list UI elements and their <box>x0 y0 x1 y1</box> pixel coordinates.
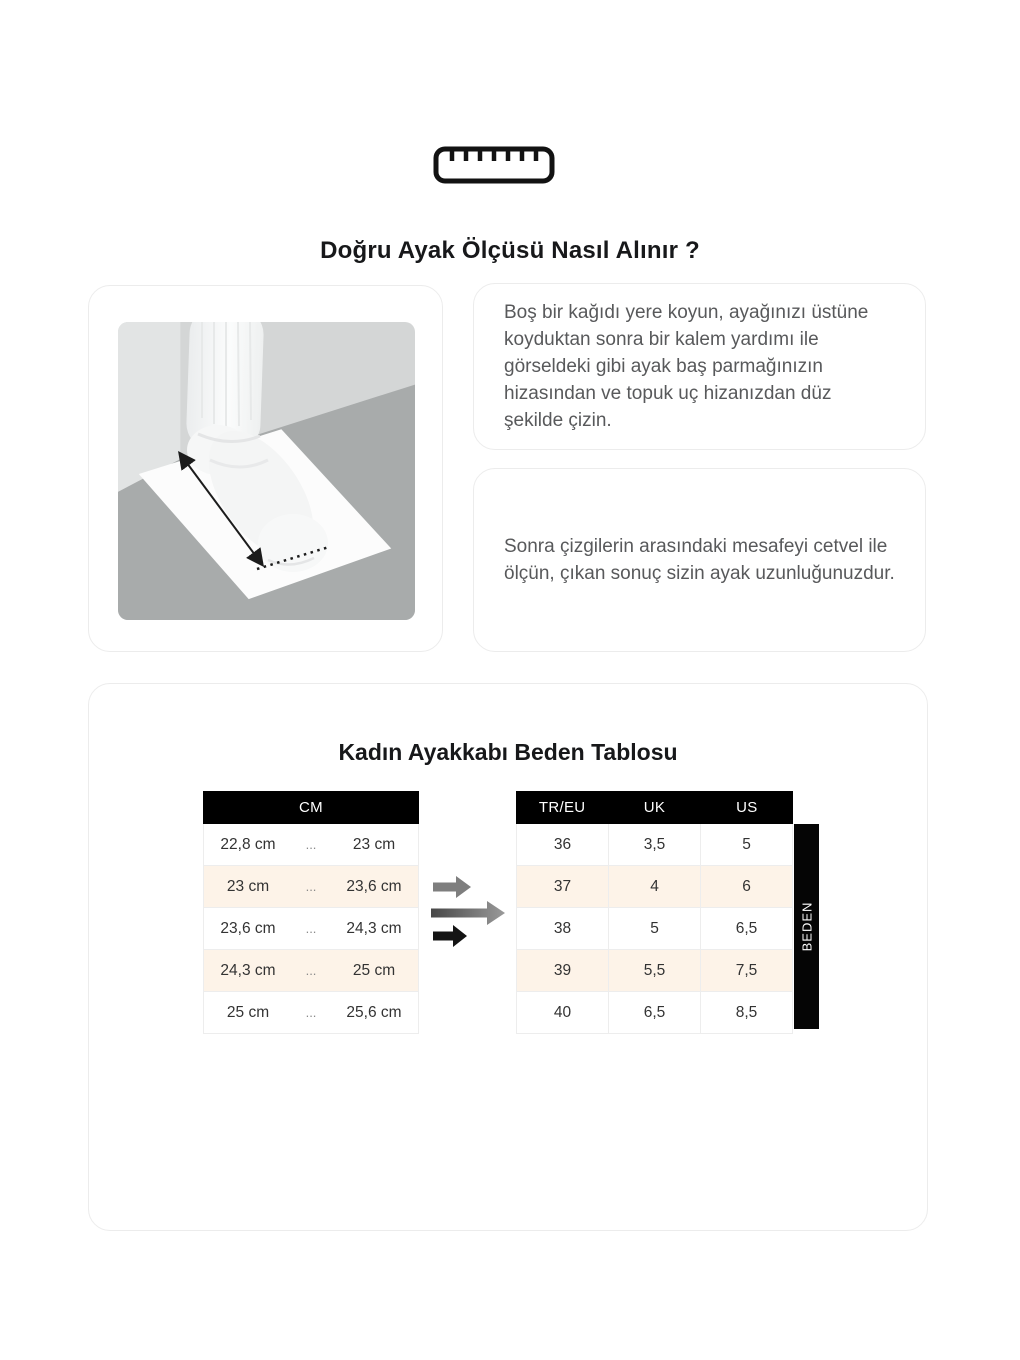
size-uk: 3,5 <box>609 824 701 865</box>
cm-max: 24,3 cm <box>346 919 402 937</box>
size-uk: 6,5 <box>609 992 701 1033</box>
size-tr-eu: 36 <box>517 824 609 865</box>
cm-table-row <box>203 866 419 908</box>
size-tr-eu: 37 <box>517 866 609 907</box>
size-tr-eu: 39 <box>517 950 609 991</box>
conversion-arrows-icon <box>427 870 519 952</box>
cm-min: 23 cm <box>226 877 270 895</box>
size-us: 6,5 <box>701 908 793 949</box>
range-dots: ... <box>305 837 317 852</box>
measure-guide-title: Doğru Ayak Ölçüsü Nasıl Alınır ? <box>320 237 700 265</box>
header-us: US <box>736 799 758 816</box>
size-uk: 4 <box>609 866 701 907</box>
foot-measure-photo-card <box>88 285 443 652</box>
size-chart-title: Kadın Ayakkabı Beden Tablosu <box>338 739 678 766</box>
foot-measure-photo <box>118 322 415 620</box>
conversion-row <box>516 866 793 908</box>
conversion-row <box>516 824 793 866</box>
beden-side-label <box>794 824 819 1029</box>
conversion-row <box>516 992 793 1034</box>
range-dots: ... <box>305 1005 317 1020</box>
cm-table-row <box>203 950 419 992</box>
size-uk: 5 <box>609 908 701 949</box>
instruction-card-2 <box>473 468 926 652</box>
conversion-table <box>516 791 793 1034</box>
range-dots: ... <box>305 921 317 936</box>
size-us: 7,5 <box>701 950 793 991</box>
conversion-row <box>516 908 793 950</box>
cm-max: 23,6 cm <box>346 877 402 895</box>
cm-min: 22,8 cm <box>220 835 276 853</box>
cm-max: 25,6 cm <box>346 1003 402 1021</box>
cm-table-header: CM <box>203 791 419 824</box>
cm-max: 25 cm <box>352 961 396 979</box>
cm-table-row <box>203 992 419 1034</box>
cm-max: 23 cm <box>352 835 396 853</box>
range-dots: ... <box>305 879 317 894</box>
instruction-step-2: Sonra çizgilerin arasındaki mesafeyi cetvel ile ölçün, çıkan sonuç sizin ayak uzunluğunuzdur. <box>504 536 895 584</box>
cm-table-row <box>203 824 419 866</box>
size-tr-eu: 38 <box>517 908 609 949</box>
size-us: 8,5 <box>701 992 793 1033</box>
size-uk: 5,5 <box>609 950 701 991</box>
beden-side-label-text: BEDEN <box>799 901 815 952</box>
conversion-row <box>516 950 793 992</box>
header-uk: UK <box>643 799 666 816</box>
ruler-icon <box>433 146 555 184</box>
cm-min: 23,6 cm <box>220 919 276 937</box>
size-tr-eu: 40 <box>517 992 609 1033</box>
instruction-step-1: Boş bir kağıdı yere koyun, ayağınızı üstüne koyduktan sonra bir kalem yardımı ile görseldeki gibi ayak baş parmağınızın hizasından ve topuk uç hizanızdan düz şekilde çizin. <box>504 302 869 431</box>
cm-table <box>203 791 419 1034</box>
size-chart-card <box>88 683 928 1231</box>
instruction-card-1 <box>473 283 926 450</box>
range-dots: ... <box>305 963 317 978</box>
size-us: 5 <box>701 824 793 865</box>
size-us: 6 <box>701 866 793 907</box>
cm-table-row <box>203 908 419 950</box>
cm-min: 25 cm <box>226 1003 270 1021</box>
header-tr-eu: TR/EU <box>538 799 586 816</box>
photo-foot-and-arrow <box>118 322 415 620</box>
cm-min: 24,3 cm <box>220 961 276 979</box>
conversion-table-header <box>516 791 793 824</box>
